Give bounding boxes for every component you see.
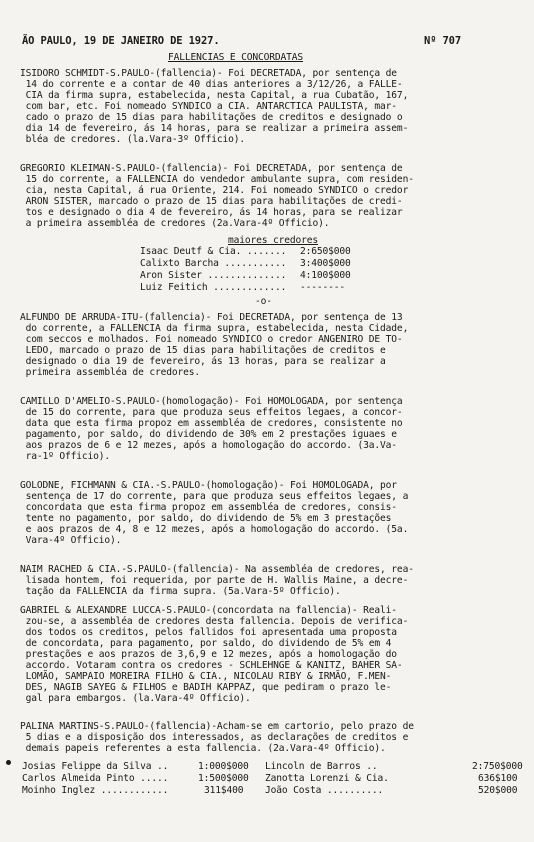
entry-line: bléa de credores. (la.Vara-3º Officio). (20, 134, 246, 145)
creditor-amount: 2:750$000 (472, 761, 523, 772)
section-title: FALLENCIAS E CONCORDATAS (168, 52, 304, 63)
entry-line: zou-se, a assembléa de credores desta fallencia. Depois de verifica- (20, 616, 409, 627)
entry-line: de 15 do corrente, para que produza seus effeitos legaes, a concor- (20, 407, 403, 418)
entry-line: prestações e aos prazos de 3,6,9 e 12 mezes, após a homologação do (20, 649, 397, 660)
entry-line: ARON SISTER, marcado o prazo de 15 dias para habilitações de credi- (20, 196, 403, 207)
entry-line: GREGORIO KLEIMAN-S.PAULO-(fallencia)- Foi DECRETADA, por sentença de (20, 163, 403, 174)
bullet-dot (6, 760, 11, 765)
entry-line: accordo. Votaram contra os credores - SCHLEHNGE & KANITZ, BAHER SA- (20, 660, 403, 671)
entry-line: demais papeis referentes a esta fallencia. (2a.Vara-4º Officio). (20, 743, 386, 754)
entry-line: do corrente, a FALLENCIA da firma supra, estabelecida, nesta Cidade, (20, 323, 409, 334)
entry-line: GOLODNE, FICHMANN & CIA.-S.PAULO-(homologação)- Foi HOMOLOGADA, por (20, 480, 397, 491)
creditor-name: Lincoln de Barros .. (265, 761, 378, 772)
creditor-amount: 520$000 (478, 785, 518, 796)
creditor-amount: 311$400 (204, 785, 244, 796)
entry-line: PALINA MARTINS-S.PAULO-(fallencia)-Acham-se em cartorio, pelo prazo de (20, 721, 414, 732)
entry-line: de concordata, para pagamento, por saldo, do dividendo de 5% em 4 (20, 638, 392, 649)
creditor-name: Carlos Almeida Pinto ..... (22, 773, 169, 784)
entry-line: aos prazos de 6 e 12 mezes, após a homologação do accordo. (3a.Va- (20, 440, 397, 451)
entry-line: primeira assembléa de credores. (20, 367, 201, 378)
entry-line: DES, NAGIB SAYEG & FILHOS e BADIH KAPPAZ, que pediram o prazo le- (20, 682, 392, 693)
creditor-amount: 2:650$000 (300, 246, 351, 257)
creditor-amount: 636$100 (478, 773, 518, 784)
entry-line: e aos prazos de 4, 8 e 12 mezes, após a homologação do accordo. (5a. (20, 524, 409, 535)
creditor-amount: -------- (300, 282, 346, 293)
entry-line: com seccos e molhados. Foi nomeado SYNDICO o credor ANGENIRO DE TO- (20, 334, 403, 345)
creditor-name: Calixto Barcha ........... (140, 258, 287, 269)
entry-line: NAIM RACHED & CIA.-S.PAULO-(fallencia)- Na assembléa de credores, rea- (20, 564, 414, 575)
creditor-amount: 1:000$000 (198, 761, 249, 772)
entry-line: ISIDORO SCHMIDT-S.PAULO-(fallencia)- Foi DECRETADA, por sentença de (20, 68, 397, 79)
entry-line: data que esta firma propoz em assembléa de credores, consistente no (20, 418, 403, 429)
entry-line: lisada hontem, foi requerida, por parte de H. Wallis Maine, a decre- (20, 575, 409, 586)
separator: -o- (255, 296, 272, 307)
creditor-name: Josias Felippe da Silva .. (22, 761, 169, 772)
entry-line: gal para embargos. (la.Vara-4º Officio). (20, 693, 251, 704)
entry-line: pagamento, por saldo, do dividendo de 30% em 2 prestações iguaes e (20, 429, 397, 440)
entry-line: GABRIEL & ALEXANDRE LUCCA-S.PAULO-(concordata na fallencia)- Reali- (20, 605, 397, 616)
creditor-amount: 1:500$000 (198, 773, 249, 784)
entry-line: sentença de 17 do corrente, para que produza seus effeitos legaes, a (20, 491, 409, 502)
entry-line: concordata que esta firma propoz em assembléa de credores, consis- (20, 502, 397, 513)
entry-line: cia, nesta Capital, á rua Oriente, 214. Foi nomeado SYNDICO o credor (20, 185, 409, 196)
entry-line: Vara-4º Officio). (20, 535, 122, 546)
entry-line: tos e designado o dia 4 de fevereiro, ás 14 horas, para se realizar (20, 207, 403, 218)
entry-line: cado o prazo de 15 dias para habilitações de creditos e designado o (20, 112, 403, 123)
entry-line: dos todos os creditos, pelos fallidos foi apresentada uma proposta (20, 627, 397, 638)
entry-line: CIA da firma supra, estabelecida, nesta Capital, a rua Cubatão, 167, (20, 90, 409, 101)
creditor-amount: 4:100$000 (300, 270, 351, 281)
entry-line: 5 dias e a disposição dos interessados, as declarações de creditos e (20, 732, 409, 743)
creditor-name: Luiz Feitich ............. (140, 282, 287, 293)
entry-line: tação da FALLENCIA da firma supra. (5a.Vara-5º Officio). (20, 586, 341, 597)
creditor-name: Isaac Deutf & Cia. ....... (140, 246, 287, 257)
entry-line: ALFUNDO DE ARRUDA-ITU-(fallencia)- Foi DECRETADA, por sentença de 13 (20, 312, 403, 323)
entry-line: com bar, etc. Foi nomeado SYNDICO a CIA. ANTARCTICA PAULISTA, mar- (20, 101, 397, 112)
creditor-name: João Costa .......... (265, 785, 384, 796)
creditors-heading: maiores credores (228, 235, 319, 246)
entry-line: LOMÃO, SAMPAIO MOREIRA FILHO & CIA., NICOLAU RIBY & IRMÃO, F.MEN- (20, 671, 392, 682)
creditor-name: Aron Sister .............. (140, 270, 287, 281)
entry-line: tente no pagamento, por saldo, do dividendo de 5% em 3 prestações (20, 513, 392, 524)
header-number: Nº 707 (424, 35, 462, 47)
entry-line: a primeira assembléa de credores (2a.Vara-4º Officio). (20, 218, 330, 229)
header-location-date: ÃO PAULO, 19 DE JANEIRO DE 1927. (22, 35, 220, 47)
entry-line: designado o dia 19 de fevereiro, ás 13 horas, para se realizar a (20, 356, 386, 367)
entry-line: LEDO, marcado o prazo de 15 dias para habilitações de creditos e (20, 345, 386, 356)
creditor-name: Zanotta Lorenzi & Cia. (265, 773, 389, 784)
entry-line: dia 14 de fevereiro, ás 14 horas, para se realizar a primeira assem- (20, 123, 409, 134)
creditor-name: Moinho Inglez ............ (22, 785, 169, 796)
entry-line: 14 do corrente e a contar de 40 dias anteriores a 3/12/26, a FALLE- (20, 79, 403, 90)
entry-line: 15 do corrente, a FALLENCIA do vendedor ambulante supra, com residen- (20, 174, 414, 185)
entry-line: CAMILLO D'AMELIO-S.PAULO-(homologação)- Foi HOMOLOGADA, por sentença (20, 396, 403, 407)
creditor-amount: 3:400$000 (300, 258, 351, 269)
entry-line: ra-1º Officio). (20, 451, 111, 462)
